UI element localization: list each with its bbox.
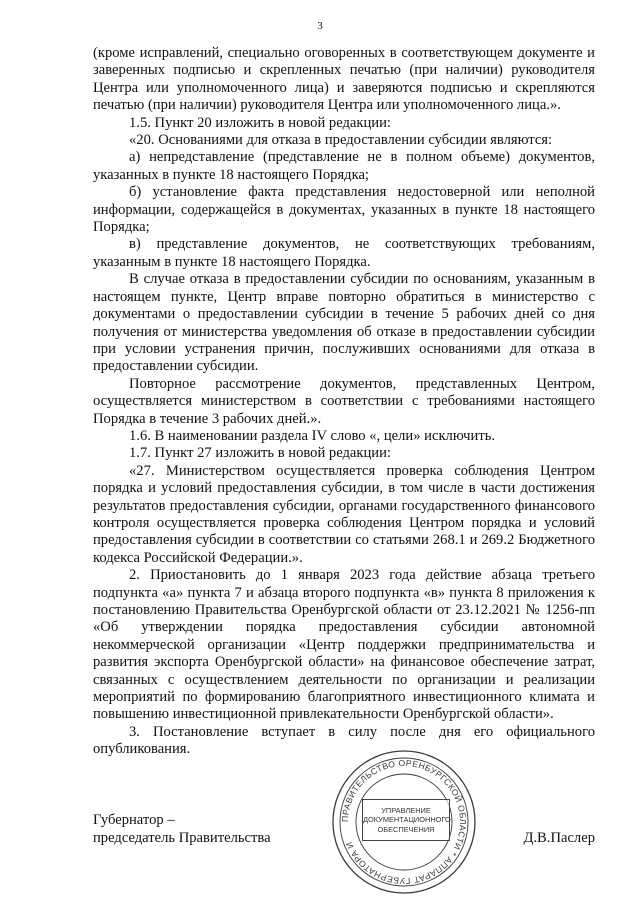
paragraph-clause-20: «20. Основаниями для отказа в предоставлении субсидии являются: xyxy=(129,132,553,149)
stamp-box-line1: УПРАВЛЕНИЕ xyxy=(381,805,431,815)
signature-title-line1: Губернатор – xyxy=(93,812,175,828)
official-stamp xyxy=(330,748,478,896)
stamp-box-line3: ОБЕСПЕЧЕНИЯ xyxy=(377,824,435,834)
paragraph-subclause-a: а) непредставление (представление не в полном объеме) документов, указанных в пункте 18 настоящего Порядка; xyxy=(93,149,595,183)
paragraph-clause-27: «27. Министерством осуществляется проверка соблюдения Центром порядка и условий предоставления субсидии, в том числе в части достижения результатов предоставления субсидии, органами государственного финансового контроля осуществляется проверка соблюдения Центром порядка и условий предоставления субсидии в соответствии со статьями 268.1 и 269.2 Бюджетного кодекса Российской Федерации.». xyxy=(93,462,595,566)
signature-name: Д.В.Паслер xyxy=(523,830,595,846)
stamp-inner-box xyxy=(362,799,450,841)
signature-title-line2: председатель Правительства xyxy=(93,830,271,846)
paragraph-item-1-5: 1.5. Пункт 20 изложить в новой редакции: xyxy=(129,114,391,131)
paragraph-continuation: (кроме исправлений, специально оговоренных в соответствующем документе и заверенных подписью и скрепленных печатью (при наличии) руководителя Центра или уполномоченного лица) и заверяются подписью и скрепляются печатью (при наличии) руководителя Центра или уполномоченного лица.». xyxy=(93,45,595,114)
paragraph-subclause-v: в) представление документов, не соответствующих требованиям, указанным в пункте 18 настоящего Порядка. xyxy=(93,236,595,270)
paragraph-item-1-6: 1.6. В наименовании раздела IV слово «, цели» исключить. xyxy=(129,427,496,444)
document-body xyxy=(93,45,595,759)
paragraph-refusal-case: В случае отказа в предоставлении субсидии по основаниям, указанным в настоящем пункте, Центр вправе повторно обратиться в министерство с документами о предоставлении субсидии в течение 5 рабочих дней со дня получения от министерства уведомления об отказе в предоставлении субсидии при условии устранения причин, послуживших основаниями для отказа в предоставлении субсидии. xyxy=(93,271,595,375)
paragraph-item-3: 3. Постановление вступает в силу после дня его официального опубликования. xyxy=(93,723,595,758)
stamp-ring-text: ПРАВИТЕЛЬСТВО ОРЕНБУРГСКОЙ ОБЛАСТИ * АППАРАТ ГУБЕРНАТОРА И xyxy=(339,757,469,887)
paragraph-subclause-b: б) установление факта представления недостоверной или неполной информации, содержащейся в документах, указанных в пункте 18 настоящего Порядка; xyxy=(93,184,595,236)
paragraph-repeat-review: Повторное рассмотрение документов, представленных Центром, осуществляется министерством в соответствии с требованиями настоящего Порядка в течение 3 рабочих дней.». xyxy=(93,375,595,427)
page-number: 3 xyxy=(317,20,323,32)
stamp-box-line2: ДОКУМЕНТАЦИОННОГО xyxy=(363,815,451,825)
signature-title xyxy=(93,811,271,847)
paragraph-item-2: 2. Приостановить до 1 января 2023 года действие абзаца третьего подпункта «а» пункта 7 и абзаца второго подпункта «в» пункта 8 приложения к постановлению Правительства Оренбургской области от 23.12.2021 № 1256-пп «Об утверждении порядка предоставления субсидии автономной некоммерческой организации «Центр поддержки предпринимательства и развития экспорта Оренбургской области» на финансовое обеспечение затрат, связанных с осуществлением деятельности по организации и реализации мероприятий по формированию благоприятного инвестиционного климата и повышению инвестиционной привлекательности Оренбургской области». xyxy=(93,567,595,723)
paragraph-item-1-7: 1.7. Пункт 27 изложить в новой редакции: xyxy=(129,445,391,462)
